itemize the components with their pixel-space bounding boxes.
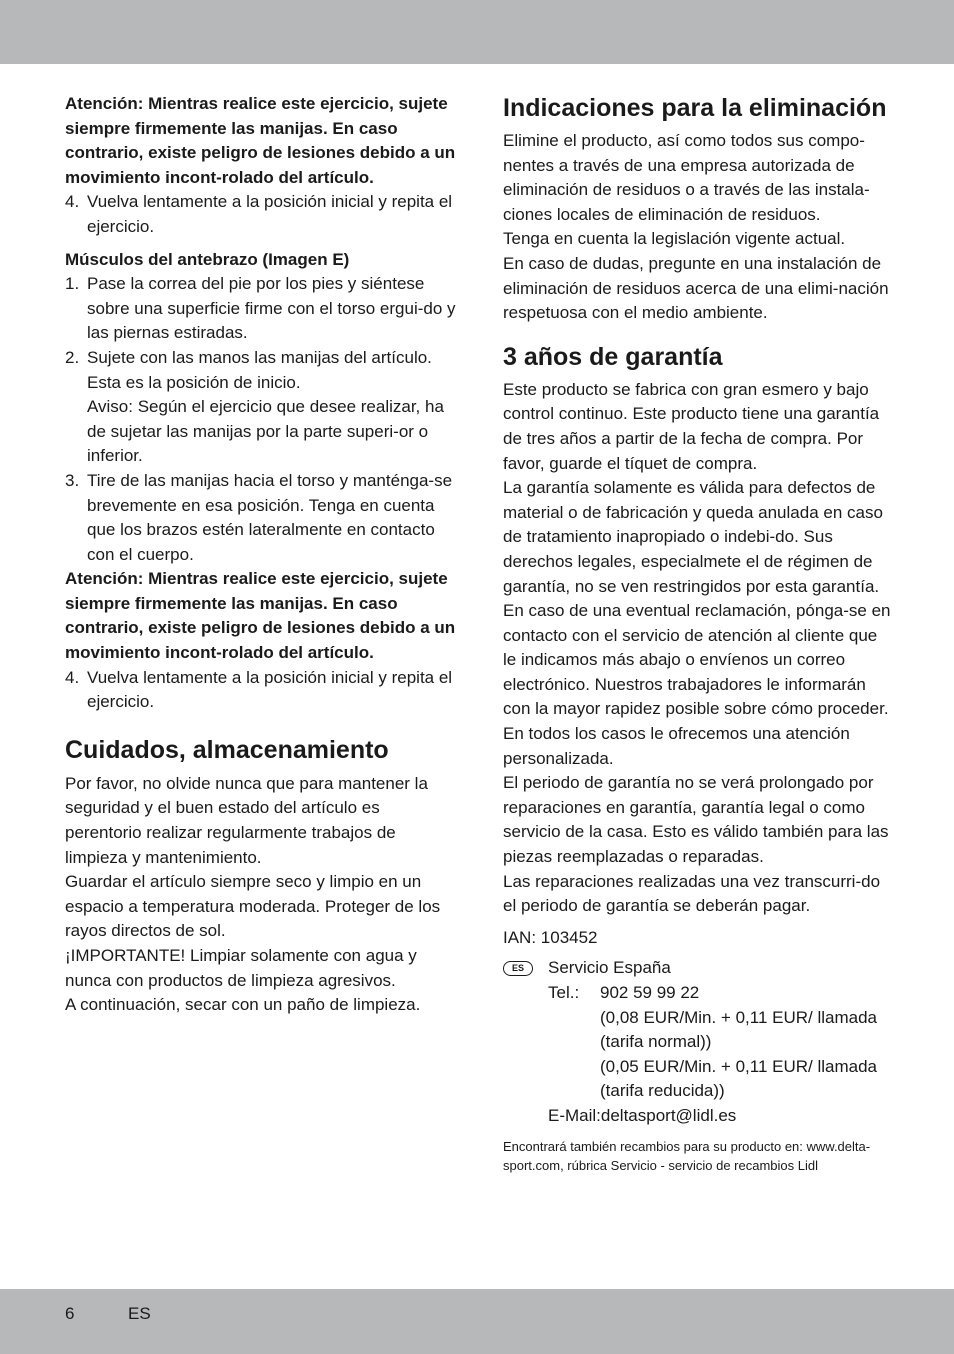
disposal-heading: Indicaciones para la eliminación — [503, 94, 887, 122]
step-number: 4. — [65, 667, 80, 687]
paragraph: A continuación, secar con un paño de limpieza. — [65, 995, 421, 1015]
paragraph: El periodo de garantía no se verá prolongado por reparaciones en garantía, garantía legal o como servicio de la casa. Esto es válido también para las piezas reemplazadas o reparadas. — [503, 773, 889, 867]
list-item — [65, 469, 457, 567]
warranty-heading: 3 años de garantía — [503, 342, 723, 371]
warning-text: Atención: Mientras realice este ejercicio, sujete siempre firmemente las manijas. En caso contrario, existe peligro de lesiones debido a un movimiento incont-rolado del artículo. — [65, 569, 456, 663]
paragraph: Tenga en cuenta la legislación vigente actual. — [503, 229, 846, 249]
tariff-reduced: (0,05 EUR/Min. + 0,11 EUR/ llamada (tarifa reducida)) — [600, 1056, 877, 1101]
step-list — [65, 190, 457, 239]
service-contact — [503, 956, 893, 1128]
paragraph: Por favor, no olvide nunca que para mantener la seguridad y el buen estado del artículo es perentorio realizar regularmente trabajos de limpieza y mantenimiento. — [65, 773, 428, 867]
paragraph: La garantía solamente es válida para defectos de material o de fabricación y queda anulada en caso de tratamiento inapropiado o indebi-do. Sus derechos legales, especialmete el de régimen de garantía, no se ven restringidos por esta garantía. — [503, 478, 883, 596]
paragraph: Las reparaciones realizadas una vez transcurri-do el periodo de garantía se deberán pagar. — [503, 871, 881, 916]
step-text: Vuelva lentamente a la posición inicial y repita el ejercicio. — [87, 667, 453, 712]
step-number: 4. — [65, 192, 80, 212]
list-item — [65, 190, 457, 239]
ian-number: IAN: 103452 — [503, 927, 598, 947]
spare-parts-note: Encontrará también recambios para su producto en: www.delta-sport.com, rúbrica Servicio - servicio de recambios Lidl — [503, 1138, 871, 1173]
service-name: Servicio España — [548, 958, 671, 978]
step-number: 2. — [65, 347, 80, 367]
phone-label: Tel.: — [548, 983, 580, 1002]
step-number: 1. — [65, 274, 80, 294]
step-text: Pase la correa del pie por los pies y siéntese sobre una superficie firme con el torso ergui-do y las piernas estiradas. — [87, 274, 456, 343]
warning-text: Atención: Mientras realice este ejercicio, sujete siempre firmemente las manijas. En caso contrario, existe peligro de lesiones debido a un movimiento incont-rolado del artículo. — [65, 94, 456, 187]
step-list — [65, 272, 457, 567]
right-column — [503, 92, 893, 1175]
step-text: Tire de las manijas hacia el torso y manténga-se brevemente en esa posición. Tenga en cuenta que los brazos estén lateralmente en contacto con el cuerpo. — [87, 470, 453, 564]
page-number: 6 — [65, 1304, 75, 1323]
language-code: ES — [128, 1304, 151, 1323]
email-address: E-Mail:deltasport@lidl.es — [548, 1105, 737, 1125]
tariff-normal: (0,08 EUR/Min. + 0,11 EUR/ llamada (tarifa normal)) — [600, 1007, 877, 1052]
paragraph: Elimine el producto, así como todos sus compo-nentes a través de una empresa autorizada de eliminación de residuos o a través de las instala-ciones locales de eliminación de residuos. — [503, 131, 870, 224]
step-number: 3. — [65, 470, 80, 490]
paragraph: En caso de dudas, pregunte en una instalación de eliminación de residuos acerca de una elimi-nación respetuosa con el medio ambiente. — [503, 253, 889, 323]
paragraph: En caso de una eventual reclamación, pónga-se en contacto con el servicio de atención al cliente que le indicamos más abajo o envíenos un correo electrónico. Nuestros trabajadores le informarán con la mayor rapidez posible sobre cómo proceder. En todos los casos le ofrecemos una atención personalizada. — [503, 601, 891, 768]
list-item — [65, 272, 457, 346]
paragraph: Guardar el artículo siempre seco y limpio en un espacio a temperatura moderada. Proteger de los rayos directos de sol. — [65, 872, 441, 941]
phone-block — [548, 981, 893, 1104]
step-text: Vuelva lentamente a la posición inicial y repita el ejercicio. — [87, 192, 453, 236]
list-item — [65, 666, 457, 715]
list-item — [65, 346, 457, 469]
section-subheading: Músculos del antebrazo (Imagen E) — [65, 249, 350, 269]
step-text: Sujete con las manos las manijas del artículo. Esta es la posición de inicio. — [87, 347, 432, 392]
country-badge-icon: ES — [503, 961, 533, 976]
paragraph: ¡IMPORTANTE! Limpiar solamente con agua y nunca con productos de limpieza agresivos. — [65, 946, 417, 990]
paragraph: Este producto se fabrica con gran esmero y bajo control continuo. Este producto tiene una garantía de tres años a partir de la fecha de compra. Por favor, guarde el tíquet de compra. — [503, 379, 880, 473]
care-heading: Cuidados, almacenamiento — [65, 735, 389, 764]
step-note: Aviso: Según el ejercicio que desee realizar, ha de sujetar las manijas por la parte superi-or o inferior. — [87, 397, 444, 466]
header-bar — [0, 0, 954, 64]
phone-number: 902 59 99 22 — [600, 983, 700, 1002]
left-column — [65, 92, 457, 1018]
step-list — [65, 666, 457, 715]
